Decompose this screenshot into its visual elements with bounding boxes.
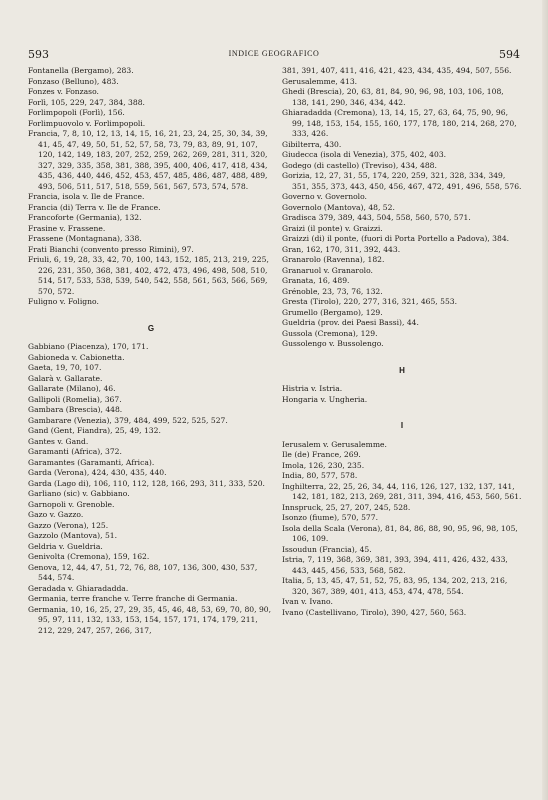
index-entry: Ghiaradadda (Cremona), 13, 14, 15, 27, 63, 64, 75, 90, 96, 99, 148, 153, 154, 155, 160, 177, 178, 180, 214, 268, 270, 333, 426. bbox=[282, 108, 517, 138]
index-entry: Frassene (Montagnana), 338. bbox=[28, 234, 142, 243]
index-entry: India, 80, 577, 578. bbox=[282, 471, 358, 480]
page-number-right: 594 bbox=[499, 48, 520, 61]
index-entry: Fuligno v. Foligno. bbox=[28, 297, 99, 306]
index-entry: Histria v. Istria. bbox=[282, 384, 343, 393]
index-entry: 381, 391, 407, 411, 416, 421, 423, 434, 435, 494, 507, 556. bbox=[282, 66, 512, 75]
index-entry: Forlimpopoli (Forlì), 156. bbox=[28, 108, 125, 117]
index-entry: Governolo (Mantova), 48, 52. bbox=[282, 202, 395, 212]
index-entry: Fonzes v. Fonzaso. bbox=[28, 87, 99, 96]
index-entry: Isonzo (fiume), 570, 577. bbox=[282, 513, 378, 522]
index-entry: Ghedi (Brescia), 20, 63, 81, 84, 90, 96, 98, 103, 106, 108, 138, 141, 290, 346, 434, 442. bbox=[282, 87, 504, 107]
index-entry: Gaeta, 19, 70, 107. bbox=[28, 363, 102, 372]
index-entry: Governo v. Governolo. bbox=[282, 192, 367, 201]
index-entry: Ivano (Castellivano, Tirolo), 390, 427, 560, 563. bbox=[282, 607, 467, 617]
index-entry: Germania, terre franche v. Terre franche di Germania. bbox=[28, 594, 238, 603]
index-entry: Garda (Verona), 424, 430, 435, 440. bbox=[28, 468, 167, 477]
index-entry: Gerusalemme, 413. bbox=[282, 76, 358, 86]
index-entry: Francia (di) Terra v. Ile de France. bbox=[28, 202, 161, 212]
index-entry: Forlimpuovolo v. Forlimpopoli. bbox=[28, 118, 146, 128]
index-entry: Gresta (Tirolo), 220, 277, 316, 321, 465, 553. bbox=[282, 297, 458, 306]
index-entry: Fonzaso (Belluno), 483. bbox=[28, 76, 119, 86]
running-title: INDICE GEOGRAFICO bbox=[228, 49, 320, 58]
index-entry: Gallipoli (Romelia), 367. bbox=[28, 394, 122, 404]
index-entry: Granaruol v. Granarolo. bbox=[282, 265, 373, 275]
index-entry: Granata, 16, 489. bbox=[282, 276, 350, 285]
index-entry: Giudecca (isola di Venezia), 375, 402, 403. bbox=[282, 150, 447, 159]
index-entry: Genivolta (Cremona), 159, 162. bbox=[28, 552, 150, 561]
index-entry: Gazo v. Gazzo. bbox=[28, 510, 84, 519]
index-entry: Gran, 162, 170, 311, 392, 443. bbox=[282, 244, 401, 254]
page-header bbox=[28, 48, 520, 62]
index-entry: Gabbiano (Piacenza), 170, 171. bbox=[28, 342, 149, 351]
index-entry: Friuli, 6, 19, 28, 33, 42, 70, 100, 143, 152, 185, 213, 219, 225, 226, 231, 350, 368, 381, 402, 472, 473, 496, 498, 508, 510, 514, 517, 533, 538, 539, 540, 542, 558, 561, 563, 566, 569, 570, 572. bbox=[28, 255, 269, 296]
index-column-left bbox=[28, 66, 274, 636]
index-entry: Gantes v. Gand. bbox=[28, 436, 89, 446]
index-entry: Gorizia, 12, 27, 31, 55, 174, 220, 259, 321, 328, 334, 349, 351, 355, 373, 443, 450, 456, 467, 472, 491, 496, 558, 576. bbox=[282, 171, 522, 191]
index-entry: Ile (de) France, 269. bbox=[282, 450, 361, 459]
index-entry: Grumello (Bergamo), 129. bbox=[282, 307, 383, 317]
index-entry: Italia, 5, 13, 45, 47, 51, 52, 75, 83, 95, 134, 202, 213, 216, 320, 367, 389, 401, 413, 453, 474, 478, 554. bbox=[282, 576, 508, 596]
section-letter: I bbox=[400, 421, 404, 430]
index-entry: Gradisca 379, 389, 443, 504, 558, 560, 570, 571. bbox=[282, 213, 471, 222]
index-entry: Forlì, 105, 229, 247, 384, 388. bbox=[28, 97, 145, 107]
index-column-right bbox=[282, 66, 522, 618]
index-entry: Imola, 126, 230, 235. bbox=[282, 460, 365, 470]
index-entry: Gussolengo v. Bussolengo. bbox=[282, 339, 384, 348]
index-entry: Gambara (Brescia), 448. bbox=[28, 405, 123, 414]
index-entry: Granarolo (Ravenna), 182. bbox=[282, 255, 385, 264]
index-entry: Garda (Lago di), 106, 110, 112, 128, 166, 293, 311, 333, 520. bbox=[28, 478, 265, 488]
index-entry: Germania, 10, 16, 25, 27, 29, 35, 45, 46, 48, 53, 69, 70, 80, 90, 95, 97, 111, 132, 133, 153, 154, 157, 171, 174, 179, 211, 212, 229, 247, 257, 266, 317, bbox=[28, 604, 272, 635]
index-entry: Hongaria v. Ungheria. bbox=[282, 394, 368, 404]
index-entry: Isola della Scala (Verona), 81, 84, 86, 88, 90, 95, 96, 98, 105, 106, 109. bbox=[282, 523, 518, 543]
index-entry: Gambarare (Venezia), 379, 484, 499, 522, 525, 527. bbox=[28, 415, 228, 425]
index-entry: Gazzo (Verona), 125. bbox=[28, 520, 109, 530]
blank-line bbox=[282, 405, 522, 415]
index-entry: Ivan v. Ivano. bbox=[282, 597, 333, 606]
index-entry: Geldria v. Gueldria. bbox=[28, 541, 103, 551]
index-entry: Garnopoli v. Grenoble. bbox=[28, 499, 115, 509]
index-entry: Fontanella (Bergamo), 283. bbox=[28, 66, 134, 75]
index-entry: Graizi (il ponte) v. Graizzi. bbox=[282, 223, 383, 233]
index-entry: Galarà v. Gallarate. bbox=[28, 373, 103, 383]
index-entry: Gazzolo (Mantova), 51. bbox=[28, 531, 118, 540]
index-entry: Garamanti (Africa), 372. bbox=[28, 447, 122, 456]
index-entry: Inghilterra, 22, 25, 26, 34, 44, 116, 126, 127, 132, 137, 141, 142, 181, 182, 213, 269, 281, 311, 394, 416, 453, 560, 561. bbox=[282, 481, 522, 501]
index-entry: Istria, 7, 119, 368, 369, 381, 393, 394, 411, 426, 432, 433, 443, 445, 456, 533, 568, 582. bbox=[282, 555, 508, 575]
index-entry: Innspruck, 25, 27, 207, 245, 528. bbox=[282, 502, 411, 512]
blank-line bbox=[28, 308, 274, 318]
index-entry: Francia, 7, 8, 10, 12, 13, 14, 15, 16, 21, 23, 24, 25, 30, 34, 39, 41, 45, 47, 49, 50, 51, 52, 57, 58, 73, 79, 83, 89, 91, 107, 120, 142, 149, 183, 207, 252, 259, 262, 269, 281, 311, 320, 327, 329, 335, 358, 381, 388, 395, 400, 406, 417, 418, 434, 435, 436, 440, 446, 452, 453, 457, 485, 486, 487, 488, 489, 493, 506, 511, 517, 518, 559, 561, 567, 573, 574, 578. bbox=[28, 129, 268, 191]
index-entry: Frasine v. Frassene. bbox=[28, 223, 106, 233]
index-entry: Frati Bianchi (convento presso Rimini), 97. bbox=[28, 244, 194, 254]
scan-edge bbox=[542, 0, 548, 800]
index-entry: Ierusalem v. Gerusalemme. bbox=[282, 439, 387, 449]
index-entry: Francia, isola v. Ile de France. bbox=[28, 192, 145, 201]
index-entry: Genova, 12, 44, 47, 51, 72, 76, 88, 107, 136, 300, 430, 537, 544, 574. bbox=[28, 562, 258, 582]
index-entry: Gabioneda v. Cabionetta. bbox=[28, 352, 125, 362]
index-entry: Issoudun (Francia), 45. bbox=[282, 544, 372, 554]
section-letter: G bbox=[147, 323, 155, 333]
index-entry: Gand (Gent, Fiandra), 25, 49, 132. bbox=[28, 426, 161, 435]
page-number-left: 593 bbox=[28, 48, 49, 61]
index-entry: Gueldria (prov. dei Paesi Bassi), 44. bbox=[282, 318, 419, 327]
index-entry: Geradada v. Ghiaradadda. bbox=[28, 583, 129, 593]
index-entry: Grénoble, 23, 73, 76, 132. bbox=[282, 286, 383, 296]
index-entry: Gussola (Cremona), 129. bbox=[282, 328, 378, 338]
index-entry: Francoforte (Germania), 132. bbox=[28, 213, 142, 222]
index-entry: Garamantes (Garamanti, Africa). bbox=[28, 457, 155, 467]
index-entry: Garliano (sic) v. Gabbiano. bbox=[28, 489, 130, 498]
blank-line bbox=[282, 350, 522, 360]
index-entry: Graizzi (di) il ponte, (fuori di Porta Portello a Padova), 384. bbox=[282, 234, 510, 243]
index-entry: Gallarate (Milano), 46. bbox=[28, 384, 116, 393]
index-entry: Godego (di castello) (Treviso), 434, 488. bbox=[282, 160, 437, 170]
section-letter: H bbox=[399, 365, 405, 375]
index-entry: Gibilterra, 430. bbox=[282, 139, 342, 149]
